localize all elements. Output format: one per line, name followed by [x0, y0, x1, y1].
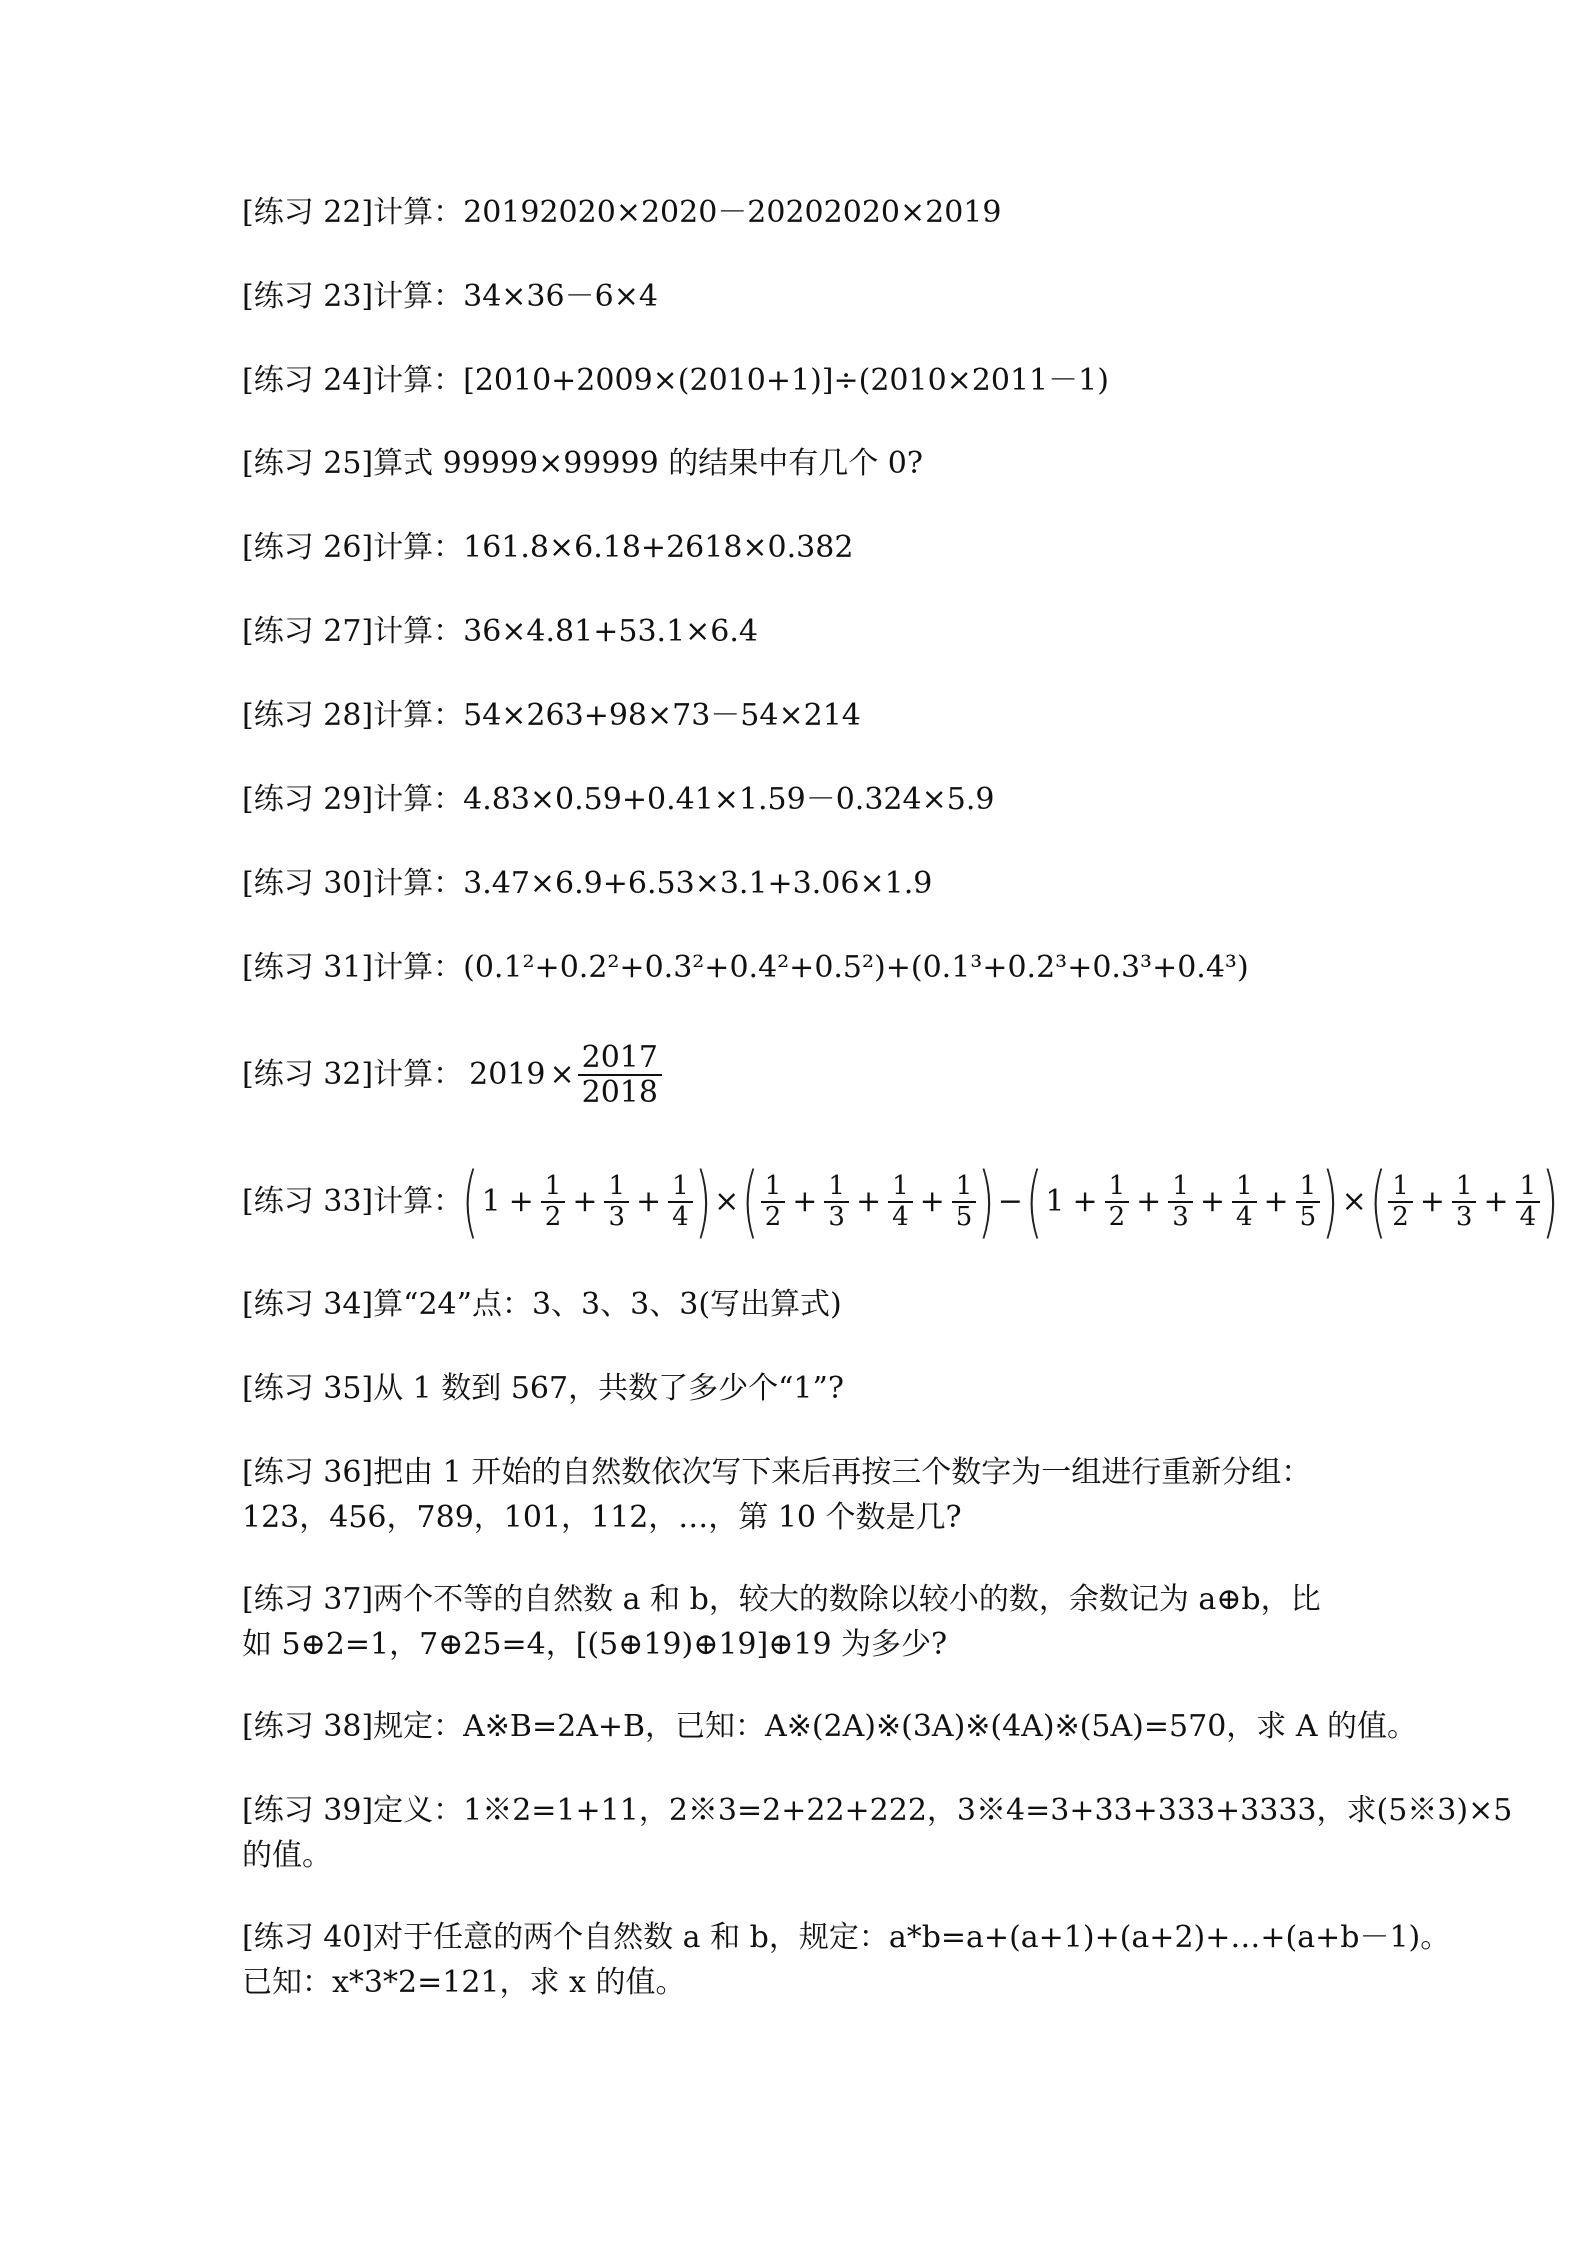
denominator: 2 [544, 1202, 562, 1232]
denominator: 5 [1299, 1202, 1317, 1232]
plus-sign: + [1136, 1184, 1162, 1219]
exercise-22: [练习 22]计算：20192020×2020－20202020×2019 [242, 195, 1002, 230]
right-paren: ) [1541, 1157, 1559, 1247]
denominator: 4 [1519, 1202, 1537, 1232]
exercise-35: [练习 35]从 1 数到 567，共数了多少个“1”? [242, 1371, 844, 1406]
exercise-32 [242, 1030, 1362, 1120]
exercise-27: [练习 27]计算：36×4.81+53.1×6.4 [242, 614, 759, 649]
exercise-37-line-2: 如 5⊕2=1，7⊕25=4，[(5⊕19)⊕19]⊕19 为多少? [242, 1627, 948, 1662]
numerator: 1 [952, 1172, 977, 1203]
plus-sign: + [855, 1184, 882, 1219]
numerator: 1 [1296, 1172, 1321, 1203]
fraction [1516, 1172, 1541, 1231]
fraction [761, 1172, 786, 1231]
times-sign: × [1341, 1184, 1367, 1219]
fraction [888, 1172, 913, 1231]
exercise-32-label: [练习 32]计算： [242, 1057, 464, 1092]
numerator: 1 [1388, 1172, 1413, 1203]
right-paren: ) [1322, 1157, 1339, 1247]
denominator: 2 [1108, 1202, 1126, 1232]
exercise-28: [练习 28]计算：54×263+98×73－54×214 [242, 698, 861, 733]
plus-sign: + [919, 1184, 945, 1219]
exercise-39-line-1: [练习 39]定义：1※2=1+11，2※3=2+22+222，3※4=3+33+333+3333，求(5※3)×5 [242, 1793, 1513, 1828]
exercise-33-label: [练习 33]计算： [242, 1184, 464, 1219]
exercise-25: [练习 25]算式 99999×99999 的结果中有几个 0? [242, 446, 923, 481]
left-paren: ( [1025, 1157, 1043, 1247]
denominator: 3 [828, 1202, 845, 1232]
left-paren: ( [1369, 1157, 1387, 1247]
right-paren: ) [694, 1157, 712, 1247]
right-paren: ) [978, 1157, 995, 1247]
numerator: 1 [668, 1172, 693, 1203]
exercise-37-line-1: [练习 37]两个不等的自然数 a 和 b，较大的数除以较小的数，余数记为 a⊕b，比 [242, 1582, 1321, 1617]
exercise-36-line-2: 123，456，789，101，112，…，第 10 个数是几? [242, 1500, 962, 1535]
plus-sign: + [636, 1184, 662, 1219]
plus-sign: + [1072, 1184, 1098, 1219]
numerator: 1 [888, 1172, 913, 1203]
times-sign: × [549, 1057, 575, 1092]
exercise-31: [练习 31]计算：(0.1²+0.2²+0.3²+0.4²+0.5²)+(0.1³+0.2³+0.3³+0.4³) [242, 950, 1249, 985]
numerator: 1 [824, 1172, 849, 1203]
numerator: 1 [1168, 1172, 1193, 1203]
denominator: 3 [1172, 1202, 1189, 1232]
fraction [1296, 1172, 1321, 1231]
denominator: 4 [892, 1202, 909, 1232]
fraction-2017-2018 [578, 1041, 662, 1109]
numerator: 1 [1452, 1172, 1477, 1203]
fraction [1452, 1172, 1477, 1231]
fraction [1232, 1172, 1257, 1231]
numerator: 1 [1516, 1172, 1541, 1203]
exercise-36-line-1: [练习 36]把由 1 开始的自然数依次写下来后再按三个数字为一组进行重新分组： [242, 1455, 1312, 1490]
numerator: 1 [1105, 1172, 1130, 1203]
denominator: 3 [1455, 1202, 1473, 1232]
exercise-40-line-1: [练习 40]对于任意的两个自然数 a 和 b，规定：a*b=a+(a+1)+(a+2)+…+(a+b－1)。 [242, 1920, 1451, 1955]
fraction [541, 1172, 566, 1231]
exercise-30: [练习 30]计算：3.47×6.9+6.53×3.1+3.06×1.9 [242, 866, 933, 901]
minus-sign: − [997, 1184, 1023, 1219]
fraction [952, 1172, 977, 1231]
denominator: 2018 [581, 1075, 658, 1110]
exercise-26: [练习 26]计算：161.8×6.18+2618×0.382 [242, 530, 854, 565]
denominator: 4 [1235, 1202, 1253, 1232]
one: 1 [481, 1184, 501, 1219]
exercise-39-line-2: 的值。 [242, 1838, 332, 1873]
one: 1 [1045, 1184, 1065, 1219]
exercise-23: [练习 23]计算：34×36－6×4 [242, 279, 658, 314]
plus-sign: + [792, 1184, 818, 1219]
numerator: 1 [1232, 1172, 1257, 1203]
exercise-34: [练习 34]算“24”点：3、3、3、3(写出算式) [242, 1287, 842, 1322]
plus-sign: + [1419, 1184, 1445, 1219]
denominator: 2 [1392, 1202, 1409, 1232]
times-sign: × [714, 1184, 740, 1219]
plus-sign: + [572, 1184, 598, 1219]
denominator: 4 [672, 1202, 689, 1232]
exercise-40-line-2: 已知：x*3*2=121，求 x 的值。 [242, 1965, 686, 2000]
numerator: 1 [761, 1172, 786, 1203]
plus-sign: + [1199, 1184, 1225, 1219]
denominator: 3 [608, 1202, 626, 1232]
fraction [1388, 1172, 1413, 1231]
plus-sign: + [1483, 1184, 1509, 1219]
exercise-32-whole: 2019 [469, 1057, 546, 1092]
exercise-33 [242, 1152, 1559, 1252]
fraction [1168, 1172, 1193, 1231]
fraction [668, 1172, 693, 1231]
fraction [824, 1172, 849, 1231]
numerator: 2017 [578, 1041, 662, 1076]
plus-sign: + [1263, 1184, 1289, 1219]
plus-sign: + [508, 1184, 534, 1219]
left-paren: ( [461, 1157, 479, 1247]
denominator: 5 [955, 1202, 973, 1232]
fraction [604, 1172, 629, 1231]
exercise-24: [练习 24]计算：[2010+2009×(2010+1)]÷(2010×2011－1) [242, 363, 1109, 398]
exercise-38: [练习 38]规定：A※B=2A+B，已知：A※(2A)※(3A)※(4A)※(5A)=570，求 A 的值。 [242, 1709, 1418, 1744]
numerator: 1 [604, 1172, 629, 1203]
fraction [1105, 1172, 1130, 1231]
numerator: 1 [541, 1172, 566, 1203]
denominator: 2 [764, 1202, 782, 1232]
exercise-29: [练习 29]计算：4.83×0.59+0.41×1.59－0.324×5.9 [242, 782, 995, 817]
left-paren: ( [742, 1157, 759, 1247]
